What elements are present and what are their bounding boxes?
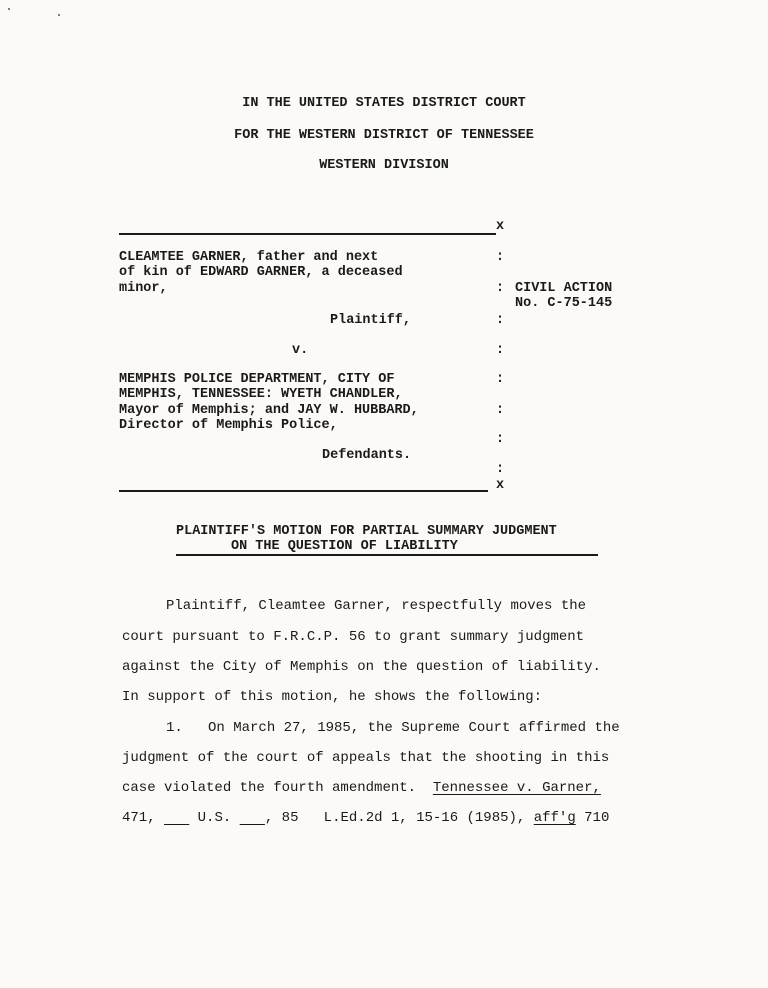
plaintiff-line1: CLEAMTEE GARNER, father and next: [119, 250, 379, 265]
body-p2-line1: 1. On March 27, 1985, the Supreme Court affirmed the: [166, 720, 620, 736]
versus: v.: [292, 343, 309, 358]
blank-line: [240, 810, 265, 826]
defendants-line4: Director of Memphis Police,: [119, 418, 338, 433]
defendants-line1: MEMPHIS POLICE DEPARTMENT, CITY OF: [119, 372, 395, 387]
body-p2-line4: [122, 810, 609, 826]
defendants-label: Defendants.: [322, 448, 412, 463]
citation-reporter: U.S.: [189, 810, 240, 826]
court-header-line1: IN THE UNITED STATES DISTRICT COURT: [242, 96, 526, 111]
body-p1-line3: against the City of Memphis on the question of liability.: [122, 659, 601, 675]
body-p2-line2: judgment of the court of appeals that the shooting in this: [122, 750, 610, 766]
caption-x-bottom: x: [496, 478, 505, 493]
body-p1-line1: Plaintiff, Cleamtee Garner, respectfully moves the: [166, 598, 587, 614]
caption-colon: :: [496, 432, 505, 447]
caption-colon: :: [496, 250, 505, 265]
affg-citation: aff'g: [533, 810, 576, 826]
citation-end: 710: [575, 810, 610, 826]
caption-colon: :: [496, 343, 505, 358]
paper-speck: [8, 8, 10, 10]
blank-line: [164, 810, 189, 826]
motion-title-underline: [176, 554, 598, 556]
defendants-line2: MEMPHIS, TENNESSEE: WYETH CHANDLER,: [119, 387, 403, 402]
plaintiff-line2: of kin of EDWARD GARNER, a deceased: [119, 265, 403, 280]
paper-speck: [58, 14, 60, 16]
court-header-line3: WESTERN DIVISION: [319, 158, 449, 173]
citation-rest: , 85 L.Ed.2d 1, 15-16 (1985),: [264, 810, 534, 826]
motion-title-line2: ON THE QUESTION OF LIABILITY: [231, 539, 458, 554]
plaintiff-line3: minor,: [119, 281, 168, 296]
caption-bottom-rule: [119, 490, 488, 492]
case-number: No. C-75-145: [515, 296, 613, 311]
body-p1-line4: In support of this motion, he shows the following:: [122, 689, 543, 705]
court-header-line2: FOR THE WESTERN DISTRICT OF TENNESSEE: [234, 128, 534, 143]
motion-title-line1: PLAINTIFF'S MOTION FOR PARTIAL SUMMARY JUDGMENT: [176, 524, 557, 539]
caption-top-rule: [119, 233, 496, 235]
defendants-line3: Mayor of Memphis; and JAY W. HUBBARD,: [119, 403, 419, 418]
body-p2-line3: [122, 780, 601, 796]
caption-colon: :: [496, 462, 505, 477]
plaintiff-label: Plaintiff,: [330, 313, 412, 328]
case-citation: Tennessee v. Garner,: [432, 780, 601, 796]
civil-action-label: CIVIL ACTION: [515, 281, 613, 296]
caption-colon: :: [496, 403, 505, 418]
caption-x-top: x: [496, 219, 505, 234]
caption-colon: :: [496, 372, 505, 387]
caption-colon: :: [496, 281, 505, 296]
body-p2-line3-text: case violated the fourth amendment.: [122, 780, 433, 796]
citation-volume: 471,: [122, 810, 165, 826]
body-p1-line2: court pursuant to F.R.C.P. 56 to grant summary judgment: [122, 629, 585, 645]
caption-colon: :: [496, 313, 505, 328]
